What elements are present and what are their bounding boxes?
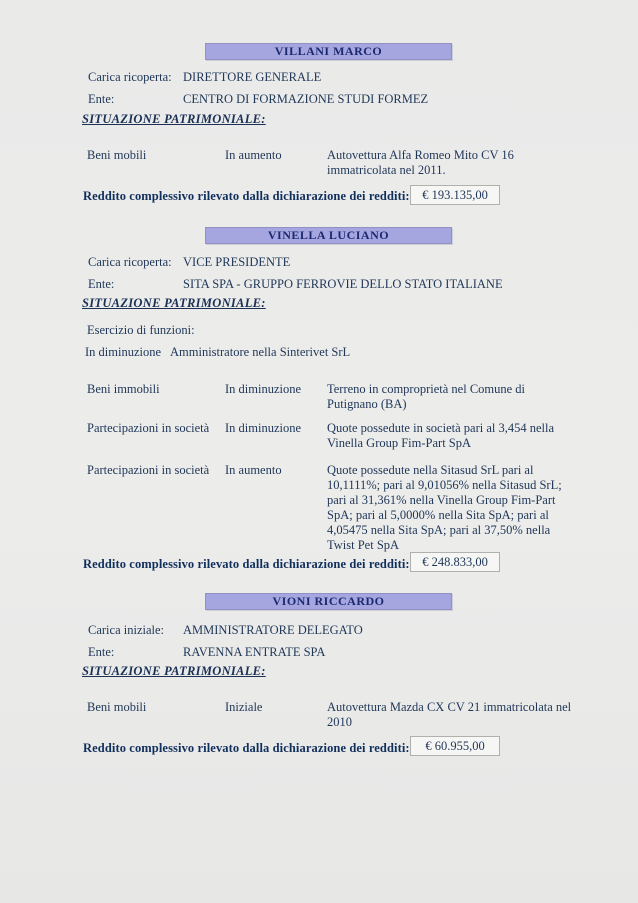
asset-change: In diminuzione (225, 382, 302, 396)
field-value-ente: RAVENNA ENTRATE SPA (183, 645, 326, 659)
esercizio-change: In diminuzione (85, 345, 162, 359)
field-row-carica (88, 255, 290, 270)
esercizio-heading: Esercizio di funzioni: (87, 323, 195, 337)
asset-change: In aumento (225, 463, 282, 477)
situazione-heading: SITUAZIONE PATRIMONIALE: (82, 296, 266, 310)
field-value-carica: VICE PRESIDENTE (183, 255, 291, 269)
asset-change: In diminuzione (225, 421, 302, 435)
field-value-carica: DIRETTORE GENERALE (183, 70, 322, 84)
field-label-ente: Ente: (88, 92, 115, 106)
asset-category: Beni mobili (87, 148, 147, 162)
asset-change: Iniziale (225, 700, 263, 714)
asset-change: In aumento (225, 148, 282, 162)
field-row-ente (88, 645, 325, 660)
field-value-carica: AMMINISTRATORE DELEGATO (183, 623, 363, 637)
situazione-heading: SITUAZIONE PATRIMONIALE: (82, 112, 266, 126)
field-value-ente: SITA SPA - GRUPPO FERROVIE DELLO STATO ITALIANE (183, 277, 503, 291)
field-row-carica (88, 70, 321, 85)
reddito-value-box: € 193.135,00 (410, 185, 500, 205)
reddito-label: Reddito complessivo rilevato dalla dichiarazione dei redditi: (83, 189, 410, 203)
esercizio-row (85, 345, 350, 360)
situazione-heading: SITUAZIONE PATRIMONIALE: (82, 664, 266, 678)
asset-category: Beni immobili (87, 382, 160, 396)
reddito-label: Reddito complessivo rilevato dalla dichiarazione dei redditi: (83, 557, 410, 571)
field-label-carica: Carica ricoperta: (88, 70, 172, 84)
field-row-ente (88, 92, 428, 107)
reddito-value-box: € 248.833,00 (410, 552, 500, 572)
field-label-ente: Ente: (88, 277, 115, 291)
person-name-header: VINELLA LUCIANO (205, 227, 452, 244)
asset-category: Partecipazioni in società (87, 463, 210, 477)
field-row-ente (88, 277, 503, 292)
field-value-ente: CENTRO DI FORMAZIONE STUDI FORMEZ (183, 92, 429, 106)
person-name-header: VILLANI MARCO (205, 43, 452, 60)
asset-description: Terreno in comproprietà nel Comune di Putignano (BA) (327, 382, 526, 411)
asset-description: Quote possedute in società pari al 3,454 nella Vinella Group Fim-Part SpA (327, 421, 555, 450)
asset-category: Partecipazioni in società (87, 421, 210, 435)
field-label-ente: Ente: (88, 645, 115, 659)
reddito-label: Reddito complessivo rilevato dalla dichiarazione dei redditi: (83, 741, 410, 755)
person-name-header: VIONI RICCARDO (205, 593, 452, 610)
field-label-carica: Carica ricoperta: (88, 255, 172, 269)
field-row-carica (88, 623, 363, 638)
asset-description: Quote possedute nella Sitasud SrL pari al 10,1111%; pari al 9,01056% nella Sitasud SrL; pari al 31,361% nella Vinella Group Fim-Part SpA; pari al 5,0000% nella Sita SpA; pari al 4,05475 nella Sita SpA; pari al 37,50% nella Twist Pet SpA (327, 463, 562, 552)
field-label-carica: Carica iniziale: (88, 623, 165, 637)
asset-description: Autovettura Alfa Romeo Mito CV 16 immatricolata nel 2011. (327, 148, 514, 177)
asset-category: Beni mobili (87, 700, 147, 714)
asset-description: Autovettura Mazda CX CV 21 immatricolata nel 2010 (327, 700, 572, 729)
reddito-value-box: € 60.955,00 (410, 736, 500, 756)
esercizio-value: Amministratore nella Sinterivet SrL (170, 345, 351, 359)
